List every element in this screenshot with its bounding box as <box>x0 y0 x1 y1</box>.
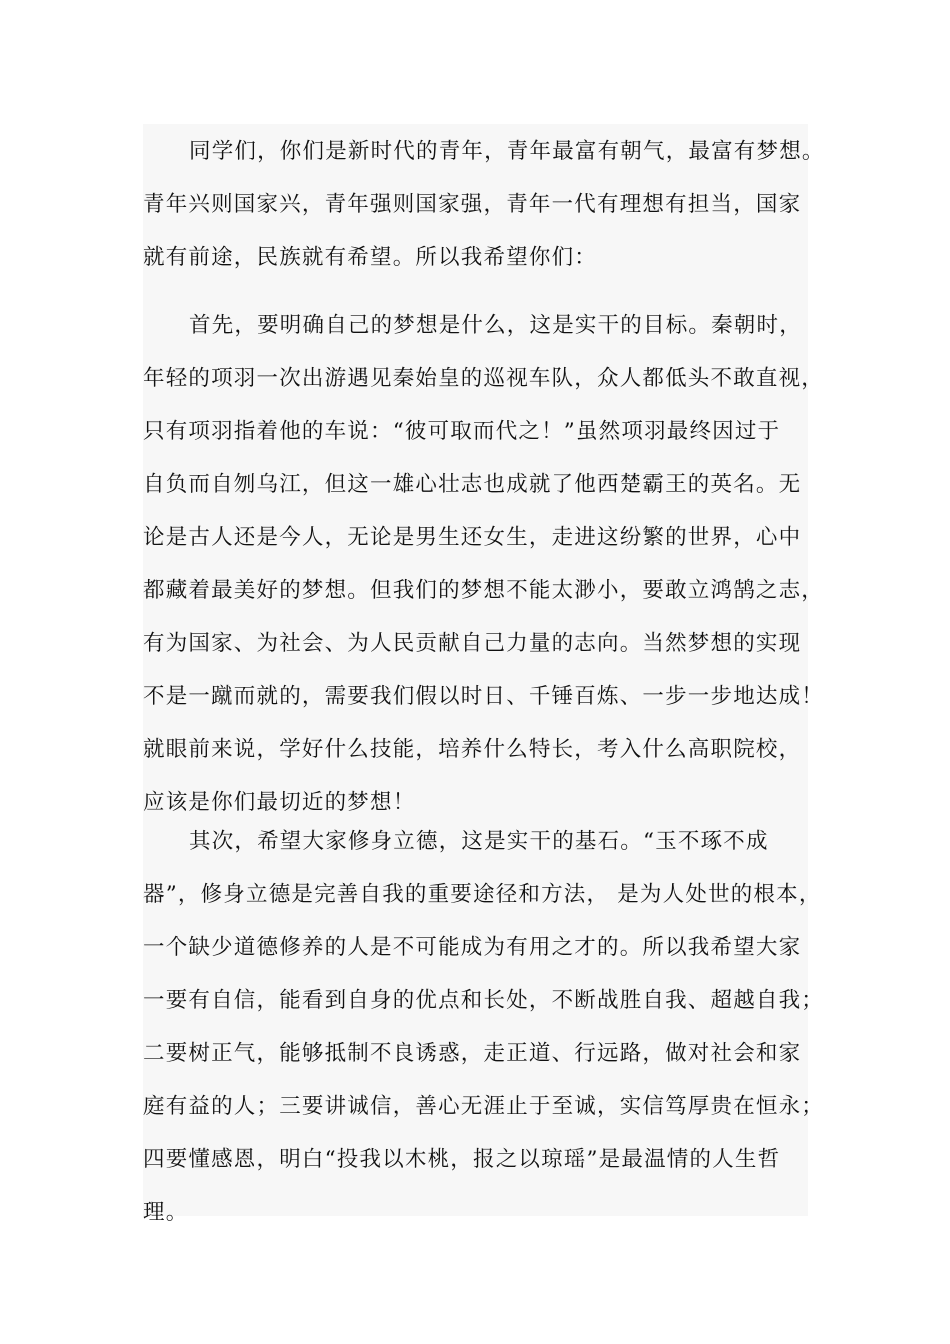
text-line: 庭有益的人；三要讲诚信，善心无涯止于至诚，实信笃厚贵在恒永； <box>143 1094 825 1119</box>
text-line: 不是一蹴而就的，需要我们假以时日、千锤百炼、一步一步地达成！ <box>143 684 825 709</box>
text-line: 其次，希望大家修身立德，这是实干的基石。“玉不琢不成 <box>189 829 769 854</box>
document-body <box>143 124 825 1225</box>
text-line: 一要有自信，能看到自身的优点和长处，不断战胜自我、超越自我； <box>143 988 825 1013</box>
text-line: 二要树正气，能够抵制不良诱惑，走正道、行远路，做对社会和家 <box>143 1041 802 1066</box>
text-line: 青年兴则国家兴，青年强则国家强，青年一代有理想有担当，国家 <box>143 192 802 217</box>
text-line: 自负而自刎乌江，但这一雄心壮志也成就了他西楚霸王的英名。无 <box>143 472 802 497</box>
text-line: 器”，修身立德是完善自我的重要途径和方法， 是为人处世的根本， <box>143 882 822 907</box>
text-line: 论是古人还是今人，无论是男生还女生，走进这纷繁的世界，心中 <box>143 525 802 550</box>
text-line: 同学们，你们是新时代的青年，青年最富有朝气，最富有梦想。 <box>189 139 825 164</box>
paragraph-intro <box>143 125 833 284</box>
text-line: 应该是你们最切近的梦想！ <box>143 790 416 815</box>
text-line: 都藏着最美好的梦想。但我们的梦想不能太渺小，要敢立鸿鹄之志， <box>143 578 825 603</box>
text-line: 只有项羽指着他的车说：“彼可取而代之！”虽然项羽最终因过于 <box>143 419 781 444</box>
paragraph-virtue <box>143 815 833 1239</box>
text-line: 首先，要明确自己的梦想是什么，这是实干的目标。秦朝时， <box>189 313 802 338</box>
text-line: 就有前途，民族就有希望。所以我希望你们： <box>143 245 598 270</box>
text-line: 一个缺少道德修养的人是不可能成为有用之才的。所以我希望大家 <box>143 935 802 960</box>
text-line: 年轻的项羽一次出游遇见秦始皇的巡视车队，众人都低头不敢直视， <box>143 366 825 391</box>
paragraph-dream <box>143 299 833 829</box>
text-line: 四要懂感恩，明白“投我以木桃，报之以琼瑶”是最温情的人生哲 <box>143 1147 781 1172</box>
text-line: 理。 <box>143 1200 189 1225</box>
text-line: 有为国家、为社会、为人民贡献自己力量的志向。当然梦想的实现 <box>143 631 802 656</box>
text-line: 就眼前来说，学好什么技能，培养什么特长，考入什么高职院校， <box>143 737 802 762</box>
